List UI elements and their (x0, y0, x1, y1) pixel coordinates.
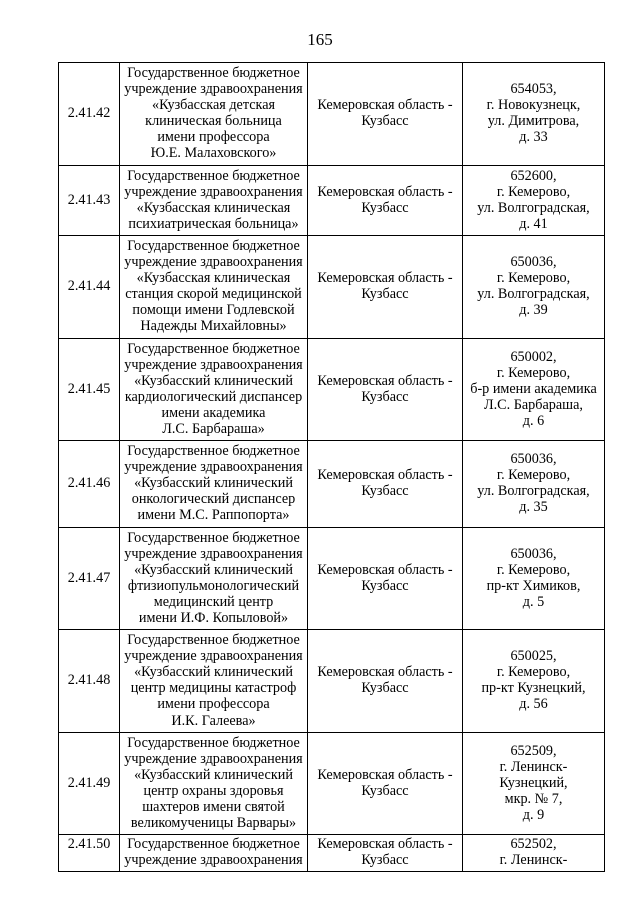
address: 652502, г. Ленинск- (463, 835, 605, 872)
institution-name: Государственное бюджетное учреждение здравоохранения «Кузбасская клиническая психиатрическая больница» (120, 165, 308, 235)
row-code: 2.41.50 (59, 835, 120, 872)
address: 650036, г. Кемерово, ул. Волгоградская, д. 35 (463, 441, 605, 527)
row-code: 2.41.43 (59, 165, 120, 235)
row-code: 2.41.46 (59, 441, 120, 527)
institution-name: Государственное бюджетное учреждение здравоохранения «Кузбасский клинический онкологический диспансер имени М.С. Раппопорта» (120, 441, 308, 527)
region: Кемеровская область - Кузбасс (308, 235, 463, 338)
address: 654053, г. Новокузнецк, ул. Димитрова, д. 33 (463, 63, 605, 166)
table-row (59, 527, 605, 630)
institution-name: Государственное бюджетное учреждение здравоохранения «Кузбасский клинический центр медицины катастроф имени профессора И.К. Галеева» (120, 630, 308, 733)
region: Кемеровская область - Кузбасс (308, 441, 463, 527)
row-code: 2.41.47 (59, 527, 120, 630)
institution-name: Государственное бюджетное учреждение здравоохранения «Кузбасская клиническая станция скорой медицинской помощи имени Годлевской Надежды Михайловны» (120, 235, 308, 338)
region: Кемеровская область - Кузбасс (308, 630, 463, 733)
region: Кемеровская область - Кузбасс (308, 835, 463, 872)
address: 652600, г. Кемерово, ул. Волгоградская, д. 41 (463, 165, 605, 235)
table-row (59, 235, 605, 338)
institution-name: Государственное бюджетное учреждение здравоохранения «Кузбасский клинический кардиологический диспансер имени академика Л.С. Барбараша» (120, 338, 308, 441)
address: 650025, г. Кемерово, пр-кт Кузнецкий, д. 56 (463, 630, 605, 733)
table-row (59, 835, 605, 872)
institution-name: Государственное бюджетное учреждение здравоохранения «Кузбасская детская клиническая больница имени профессора Ю.Е. Малаховского» (120, 63, 308, 166)
region: Кемеровская область - Кузбасс (308, 165, 463, 235)
row-code: 2.41.49 (59, 732, 120, 835)
institution-name: Государственное бюджетное учреждение здравоохранения (120, 835, 308, 872)
table-row (59, 63, 605, 166)
table-row (59, 165, 605, 235)
table-row (59, 630, 605, 733)
table-row (59, 338, 605, 441)
address: 650002, г. Кемерово, б-р имени академика Л.С. Барбараша, д. 6 (463, 338, 605, 441)
institution-name: Государственное бюджетное учреждение здравоохранения «Кузбасский клинический фтизиопульмонологический медицинский центр имени И.Ф. Копыловой» (120, 527, 308, 630)
address: 652509, г. Ленинск- Кузнецкий, мкр. № 7, д. 9 (463, 732, 605, 835)
table-row (59, 441, 605, 527)
region: Кемеровская область - Кузбасс (308, 338, 463, 441)
address: 650036, г. Кемерово, пр-кт Химиков, д. 5 (463, 527, 605, 630)
region: Кемеровская область - Кузбасс (308, 63, 463, 166)
institution-name: Государственное бюджетное учреждение здравоохранения «Кузбасский клинический центр охраны здоровья шахтеров имени святой великомученицы Варвары» (120, 732, 308, 835)
row-code: 2.41.48 (59, 630, 120, 733)
address: 650036, г. Кемерово, ул. Волгоградская, д. 39 (463, 235, 605, 338)
region: Кемеровская область - Кузбасс (308, 527, 463, 630)
row-code: 2.41.44 (59, 235, 120, 338)
institutions-table (58, 62, 605, 872)
table-row (59, 732, 605, 835)
row-code: 2.41.45 (59, 338, 120, 441)
page-number: 165 (307, 30, 333, 49)
row-code: 2.41.42 (59, 63, 120, 166)
region: Кемеровская область - Кузбасс (308, 732, 463, 835)
